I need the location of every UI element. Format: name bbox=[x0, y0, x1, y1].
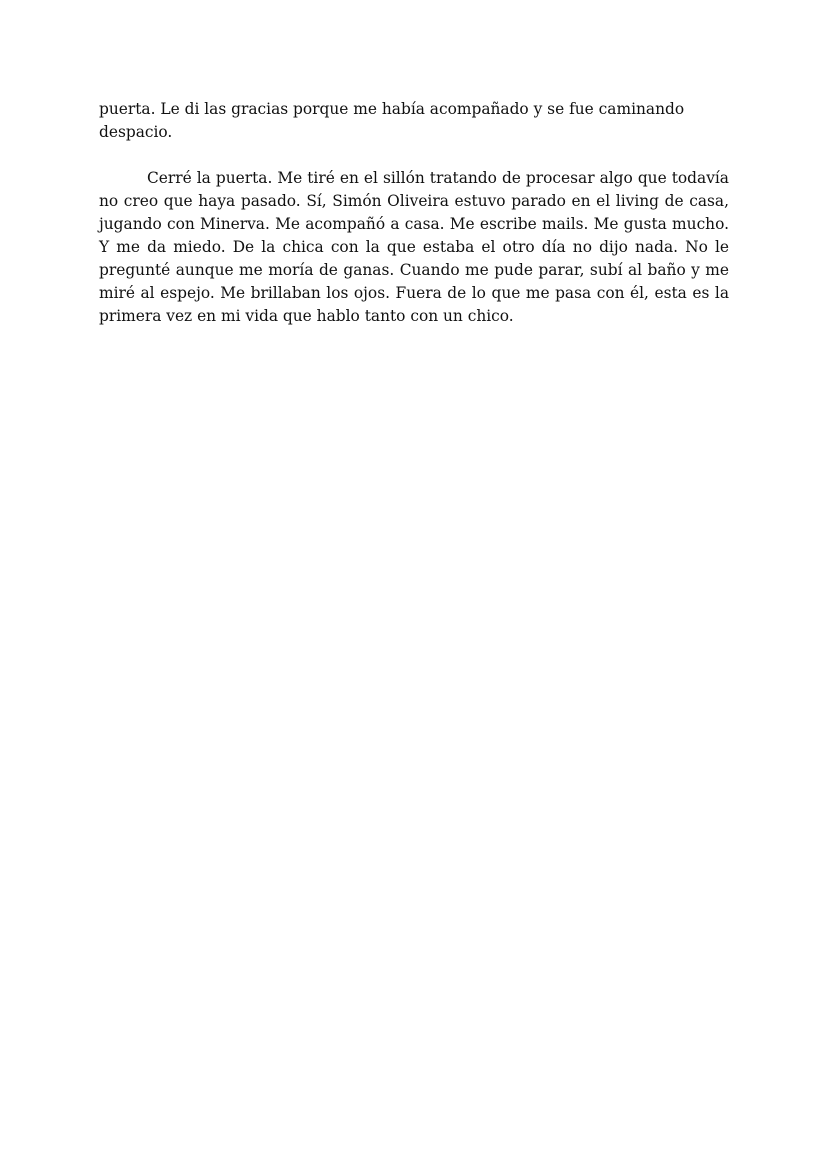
paragraph: Cerré la puerta. Me tiré en el sillón tratando de procesar algo que todavía no creo que haya pasado. Sí, Simón Oliveira estuvo parado en el living de casa, jugando con Minerva. Me acompañó a casa. Me escribe mails. Me gusta mucho. Y me da miedo. De la chica con la que estaba el otro día no dijo nada. No le pregunté aunque me moría de ganas. Cuando me pude parar, subí al baño y me miré al espejo. Me brillaban los ojos. Fuera de lo que me pasa con él, esta es la primera vez en mi vida que hablo tanto con un chico. bbox=[99, 169, 729, 325]
paragraph-continuation: puerta. Le di las gracias porque me había acompañado y se fue caminando despacio. bbox=[99, 100, 685, 141]
body-text bbox=[99, 98, 729, 328]
